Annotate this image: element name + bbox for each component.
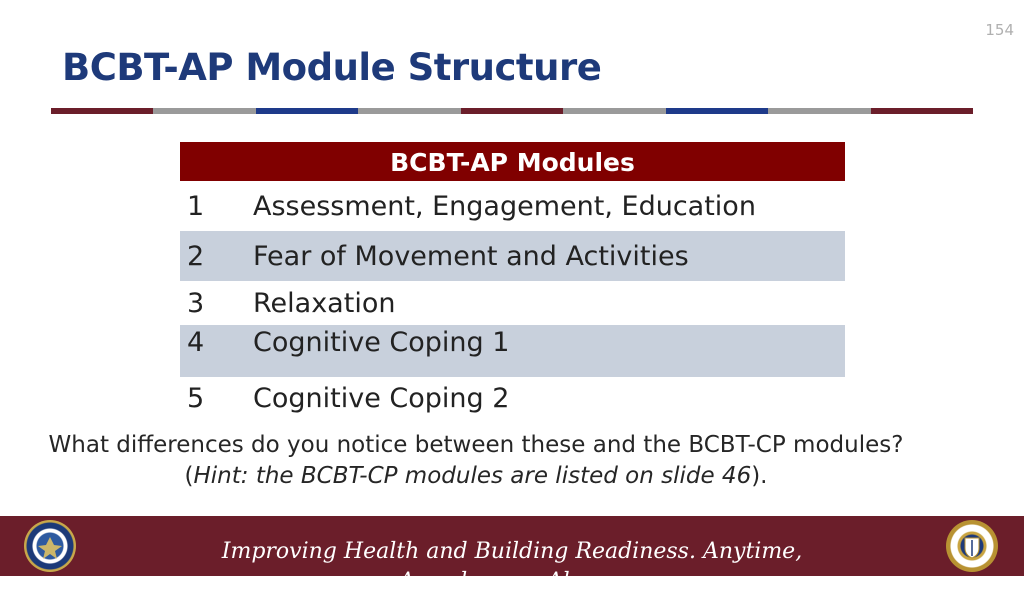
modules-table [180, 142, 845, 419]
table-row [180, 181, 845, 231]
table-row [180, 377, 845, 419]
title-underline-bar [51, 108, 973, 114]
module-name: Assessment, Engagement, Education [253, 190, 756, 222]
title-bar-segment [871, 108, 973, 114]
slide-number: 154 [985, 21, 1014, 39]
module-number: 5 [187, 382, 205, 414]
module-name: Cognitive Coping 1 [253, 327, 510, 358]
hint-line [0, 461, 952, 492]
discussion-question [0, 430, 952, 492]
module-number: 4 [187, 327, 205, 358]
module-name: Cognitive Coping 2 [253, 382, 510, 414]
title-bar-segment [153, 108, 255, 114]
title-bar-segment [461, 108, 563, 114]
hint-open-paren: ( [184, 463, 194, 489]
module-number: 2 [187, 240, 205, 272]
tagline-line-2: Anywhere — Always [398, 569, 626, 594]
module-name: Relaxation [253, 287, 396, 319]
table-row [180, 325, 845, 377]
table-row [180, 281, 845, 325]
title-bar-segment [51, 108, 153, 114]
defense-health-agency-seal-icon [946, 520, 998, 572]
title-bar-segment [768, 108, 870, 114]
footer-bar [0, 516, 1024, 594]
footer-tagline [0, 537, 1024, 597]
title-bar-segment [358, 108, 460, 114]
title-bar-segment [563, 108, 665, 114]
question-text: What differences do you notice between these and the BCBT-CP modules? [48, 432, 904, 458]
title-bar-segment [666, 108, 768, 114]
module-number: 1 [187, 190, 205, 222]
modules-table-header: BCBT-AP Modules [180, 142, 845, 181]
tagline-line-1: Improving Health and Building Readiness. Anytime, [221, 539, 803, 564]
module-name: Fear of Movement and Activities [253, 240, 689, 272]
title-bar-segment [256, 108, 358, 114]
module-number: 3 [187, 287, 205, 319]
hint-text: Hint: the BCBT-CP modules are listed on slide 46 [193, 463, 752, 489]
table-row [180, 231, 845, 281]
hint-close-paren: ). [751, 463, 768, 489]
slide-title: BCBT-AP Module Structure [62, 46, 602, 89]
